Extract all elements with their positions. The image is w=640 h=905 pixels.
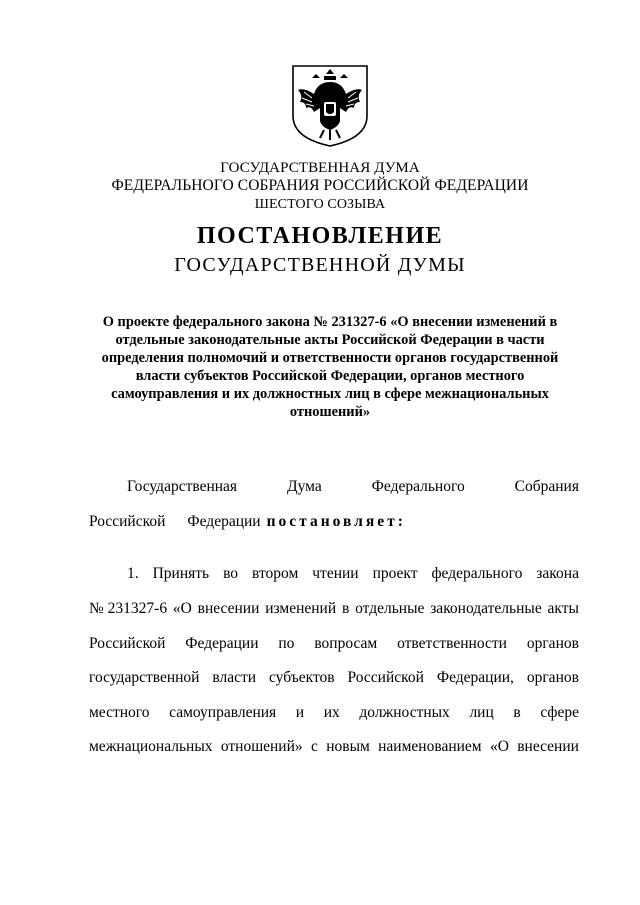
body-word: вопросам <box>314 635 378 652</box>
body-word: сфере <box>540 704 579 721</box>
intro-line <box>127 478 579 496</box>
body-word: в <box>341 600 350 617</box>
body-word: федерального <box>431 565 523 582</box>
subject-line: отдельные законодательные акты Российской Федерации в части <box>115 332 545 348</box>
intro-line <box>89 513 579 531</box>
body-word: изменений <box>265 600 337 617</box>
body-word: закона <box>536 565 579 582</box>
body-word: межнациональных <box>89 738 213 755</box>
body-word: втором <box>252 565 299 582</box>
body-word: внесении <box>517 738 579 755</box>
body-word: лиц <box>469 704 494 721</box>
body-word: их <box>323 704 340 721</box>
body-word: и <box>295 704 305 721</box>
subject-line: определения полномочий и ответственности органов государственной <box>101 350 559 366</box>
header-federal-assembly: ФЕДЕРАЛЬНОГО СОБРАНИЯ РОССИЙСКОЙ ФЕДЕРАЦИИ <box>111 177 529 194</box>
body-word: ответственности <box>397 635 507 652</box>
body-word: Российской <box>89 513 166 530</box>
subject-line: самоуправления и их должностных лиц в сфере межнациональных <box>111 386 549 402</box>
body-word: законодательные <box>430 600 542 617</box>
body-word: Российской <box>89 635 166 652</box>
body-word: чтении <box>312 565 359 582</box>
body-word: государственной <box>89 669 200 686</box>
paragraph-line <box>89 704 579 722</box>
body-word: Государственная <box>127 478 238 495</box>
body-word: внесении <box>197 600 260 617</box>
subject-line: отношений» <box>289 404 371 420</box>
body-word: «О <box>489 738 509 755</box>
body-word: Федерации <box>185 635 259 652</box>
header-duma: ГОСУДАРСТВЕННАЯ ДУМА <box>220 160 420 176</box>
body-word: Российской <box>347 669 424 686</box>
document-title: ПОСТАНОВЛЕНИЕ <box>196 223 444 249</box>
body-word: органов <box>526 635 579 652</box>
body-word: Федерации <box>187 513 261 530</box>
document-subtitle: ГОСУДАРСТВЕННОЙ ДУМЫ <box>174 254 466 276</box>
body-word: Федерации, <box>436 669 514 686</box>
body-word: Федерального <box>371 478 465 495</box>
body-word: отдельные <box>355 600 425 617</box>
body-word: местного <box>89 704 150 721</box>
body-word: самоуправления <box>169 704 277 721</box>
resolution-subject <box>84 313 576 421</box>
body-word: новым <box>326 738 370 755</box>
paragraph-line <box>89 738 579 756</box>
body-word: 1. <box>127 565 139 582</box>
body-word: Собрания <box>514 478 579 495</box>
body-word: «О <box>172 600 192 617</box>
paragraph-line <box>89 669 579 687</box>
subject-line: О проекте федерального закона № 231327-6 «О внесении изменений в <box>102 314 558 330</box>
coat-of-arms-russia-icon <box>290 64 370 148</box>
header-convocation: ШЕСТОГО СОЗЫВА <box>254 197 386 212</box>
body-word: наименованием <box>378 738 482 755</box>
body-word: субъектов <box>269 669 335 686</box>
body-word: акты <box>547 600 579 617</box>
body-word: с <box>310 738 318 755</box>
body-word: проект <box>372 565 418 582</box>
body-word: Дума <box>287 478 322 495</box>
body-word: по <box>278 635 295 652</box>
subject-line: власти субъектов Российской Федерации, органов местного <box>135 368 525 384</box>
paragraph-line <box>127 565 579 583</box>
body-word: во <box>223 565 239 582</box>
paragraph-line <box>89 635 579 653</box>
paragraph-line <box>89 600 579 618</box>
body-word: должностных <box>359 704 450 721</box>
body-word: отношений» <box>220 738 303 755</box>
body-word: Принять <box>152 565 210 582</box>
body-word: № 231327-6 <box>89 600 168 617</box>
resolves-verb: постановляет: <box>266 513 406 530</box>
body-word: власти <box>212 669 257 686</box>
body-word: в <box>513 704 521 721</box>
body-word: органов <box>526 669 579 686</box>
